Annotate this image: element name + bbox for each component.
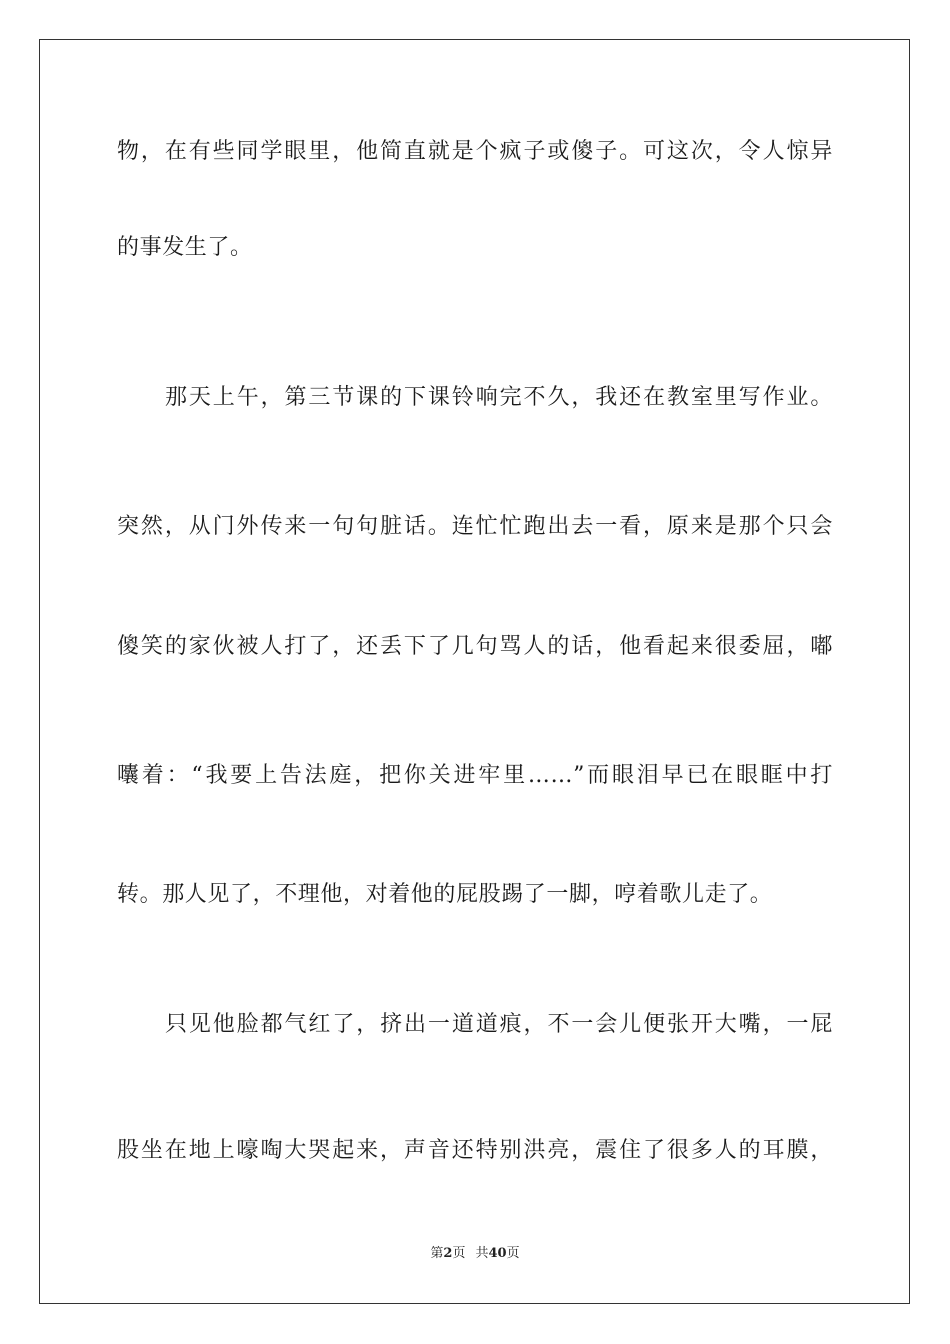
page-prefix: 第 <box>430 1246 444 1261</box>
total-suffix: 页 <box>506 1246 520 1261</box>
total-pages: 40 <box>488 1246 507 1261</box>
page-number: 2 <box>443 1246 453 1261</box>
text-line-7: 转。那人见了，不理他，对着他的屁股踢了一脚，哼着歌儿走了。 <box>117 882 773 907</box>
text-line-9: 股坐在地上嚎啕大哭起来，声音还特别洪亮，震住了很多人的耳膜， <box>117 1138 833 1163</box>
text-line-5: 傻笑的家伙被人打了，还丢下了几句骂人的话，他看起来很委屈，嘟 <box>117 634 833 659</box>
text-line-1: 物，在有些同学眼里，他简直就是个疯子或傻子。可这次，令人惊异 <box>117 139 833 164</box>
total-prefix: 共 <box>475 1246 489 1261</box>
text-line-3: 那天上午，第三节课的下课铃响完不久，我还在教室里写作业。 <box>165 385 833 410</box>
text-line-8: 只见他脸都气红了，挤出一道道痕，不一会儿便张开大嘴，一屁 <box>165 1012 833 1037</box>
page-suffix: 页 <box>452 1246 466 1261</box>
page-border <box>39 39 910 1304</box>
text-line-6: 囔着：“我要上告法庭，把你关进牢里……”而眼泪早已在眼眶中打 <box>117 763 833 788</box>
text-line-2: 的事发生了。 <box>117 235 253 260</box>
page-footer <box>0 1245 950 1263</box>
text-line-4: 突然，从门外传来一句句脏话。连忙忙跑出去一看，原来是那个只会 <box>117 514 833 539</box>
